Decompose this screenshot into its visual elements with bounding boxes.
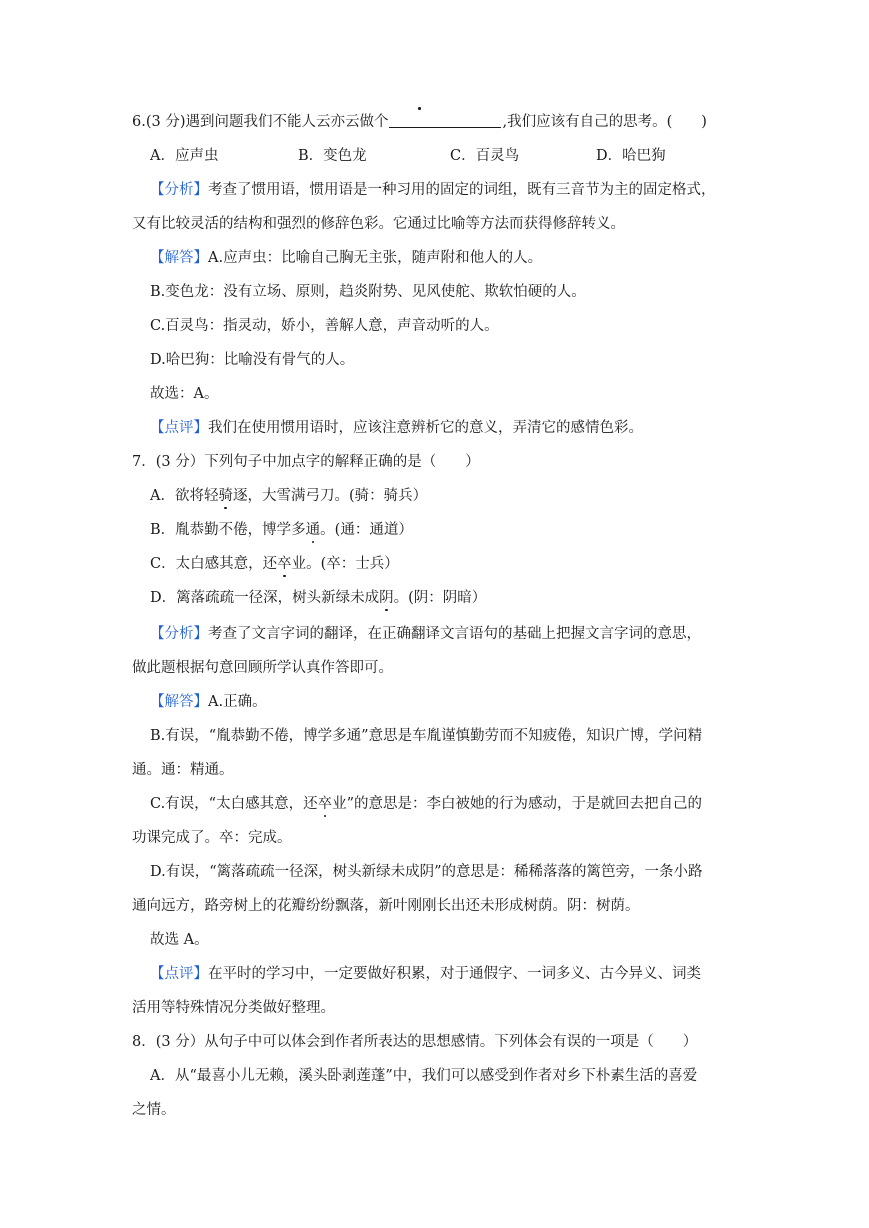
answer-tag: 【解答】 (150, 694, 208, 710)
dotted-char: 骑 (218, 488, 233, 504)
comment-tag: 【点评】 (150, 966, 208, 982)
q6-analysis (150, 180, 716, 200)
opt-text: D．篱落疏疏一径深，树头新绿未成 (150, 590, 380, 606)
q6-stem-part: 的思考。( ) (608, 114, 707, 130)
dotted-char: 通 (305, 522, 321, 538)
q7-answer-d: D.有误，“篱落疏疏一径深，树头新绿未成阴”的意思是：稀稀落落的篱笆旁，一条小路 (150, 864, 703, 880)
q7-option-b (150, 520, 413, 540)
q6-option-b: B．变色龙 (298, 148, 367, 164)
q7-option-d (150, 588, 486, 608)
analysis-tag: 【分析】 (150, 626, 208, 642)
opt-text: 。(阴：阴暗） (393, 590, 487, 606)
opt-text: A．欲将轻 (150, 488, 219, 504)
q7-analysis (150, 624, 701, 644)
q7-option-a (150, 486, 427, 506)
q8-option-a: A．从“最喜小儿无赖，溪头卧剥莲蓬”中，我们可以感受到作者对乡下朴素生活的喜爱 (150, 1068, 698, 1084)
q6-option-c: C．百灵鸟 (450, 148, 520, 164)
q7-answer (150, 692, 267, 712)
answer-text: 业”的意思是：李白被她的行为感动，于是就回去把自己的 (332, 796, 703, 812)
q6-answer-b: B.变色龙：没有立场、原则，趋炎附势、见风使舵、欺软怕硬的人。 (150, 284, 586, 300)
comment-text: 我们在使用惯用语时，应该注意辨析它的意义，弄清它的感情色彩。 (208, 420, 643, 436)
q7-analysis-cont: 做此题根据句意回顾所学认真作答即可。 (132, 660, 393, 676)
q6-stem-part: 6.(3 分)遇到问题我们不能人云亦云做个 (132, 114, 389, 130)
q7-answer-c-cont: 功课完成了。卒：完成。 (132, 830, 292, 846)
q7-answer-d-cont: 通向远方，路旁树上的花瓣纷纷飘落，新叶刚刚长出还未形成树荫。阴：树荫。 (132, 898, 640, 914)
answer-text: A.正确。 (208, 694, 267, 710)
q6-stem-part: ,我们应该有自 (502, 114, 595, 130)
answer-tag: 【解答】 (150, 250, 208, 266)
opt-text: C．太白感其意，还 (150, 556, 278, 572)
q6-answer-c: C.百灵鸟：指灵动，娇小，善解人意，声音动听的人。 (150, 318, 499, 334)
comment-tag: 【点评】 (150, 420, 208, 436)
q7-option-c (150, 554, 399, 574)
opt-text: B．胤恭勤不倦，博学多 (150, 522, 306, 538)
q8-option-a-cont: 之情。 (132, 1102, 176, 1118)
q6-stem-part: 己 (594, 114, 609, 130)
q6-option-d: D．哈巴狗 (596, 148, 666, 164)
analysis-tag: 【分析】 (150, 182, 208, 198)
q7-comment (150, 964, 701, 984)
opt-text: 逐，大雪满弓刀。(骑：骑兵） (232, 488, 428, 504)
dotted-char: 阴 (379, 590, 394, 606)
analysis-text: 考查了惯用语，惯用语是一种习用的固定的词组，既有三音节为主的固定格式， (208, 182, 716, 198)
q7-answer-b: B.有误，“胤恭勤不倦，博学多通”意思是车胤谨慎勤劳而不知疲倦，知识广博，学问精 (150, 728, 703, 744)
q7-stem: 7．(3 分）下列句子中加点字的解释正确的是（ ） (132, 454, 480, 470)
q6-answer (150, 248, 542, 268)
answer-text: C.有误，“太白感其意，还 (150, 796, 318, 812)
q8-stem: 8．(3 分）从句子中可以体会到作者所表达的思想感情。下列体会有误的一项是（ ） (132, 1034, 698, 1050)
q6-stem (132, 112, 707, 132)
opt-text: 。(通：通道） (320, 522, 413, 538)
answer-blank (389, 113, 501, 128)
q6-choose: 故选：A。 (150, 386, 219, 402)
q6-analysis-cont: 又有比较灵活的结构和强烈的修辞色彩。它通过比喻等方法而获得修辞转义。 (132, 216, 625, 232)
analysis-text: 考查了文言字词的翻译，在正确翻译文言语句的基础上把握文言字词的意思， (208, 626, 701, 642)
answer-text: A.应声虫：比喻自己胸无主张，随声附和他人的人。 (208, 250, 543, 266)
comment-text: 在平时的学习中，一定要做好积累，对于通假字、一词多义、古今异义、词类 (208, 966, 701, 982)
q7-choose: 故选 A。 (150, 932, 209, 948)
opt-text: 业。(卒：士兵） (291, 556, 399, 572)
q6-comment (150, 418, 643, 438)
q6-answer-d: D.哈巴狗：比喻没有骨气的人。 (150, 352, 355, 368)
q7-answer-b-cont: 通。通：精通。 (132, 762, 234, 778)
q7-answer-c (150, 794, 702, 814)
q6-option-a: A．应声虫 (150, 148, 219, 164)
dotted-char: 卒 (317, 796, 333, 812)
q7-comment-cont: 活用等特殊情况分类做好整理。 (132, 1000, 335, 1016)
dotted-char: 卒 (277, 556, 292, 572)
